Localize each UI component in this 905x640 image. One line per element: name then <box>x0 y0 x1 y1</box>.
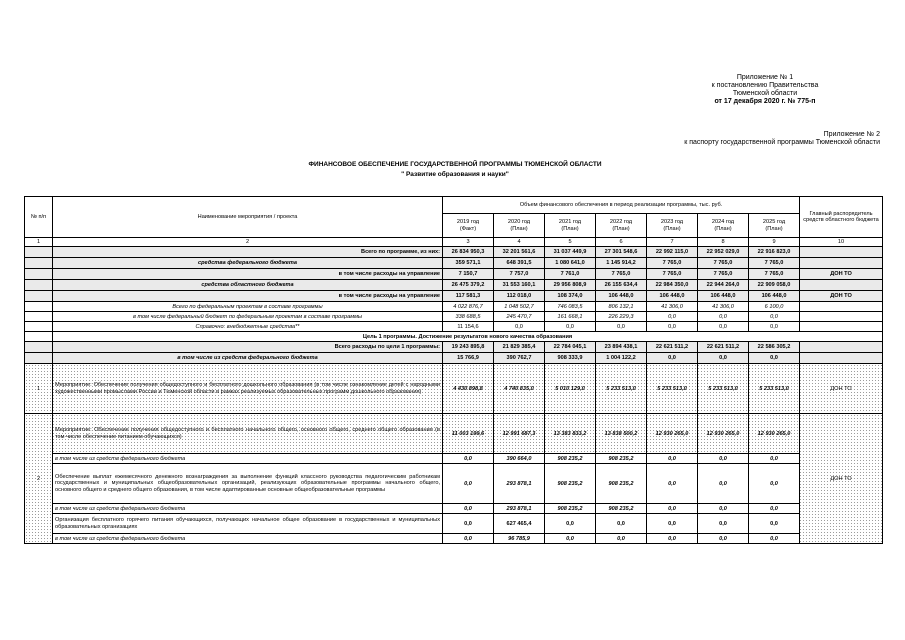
value-cell: 4 740 835,0 <box>494 364 545 414</box>
value-cell: 41 306,0 <box>698 302 749 312</box>
value-cell: 0,0 <box>647 464 698 504</box>
column-number-6: 6 <box>596 238 647 247</box>
value-cell: 117 581,3 <box>443 291 494 302</box>
year-kind: (План) <box>561 225 579 232</box>
value-cell: 0,0 <box>698 454 749 464</box>
table-row <box>25 342 883 353</box>
table-row <box>25 312 883 322</box>
row-manager <box>800 353 883 364</box>
value-cell: 7 765,0 <box>749 258 800 269</box>
value-cell: 5 010 129,0 <box>545 364 596 414</box>
value-cell: 6 100,0 <box>749 302 800 312</box>
value-cell: 0,0 <box>545 514 596 534</box>
value-cell: 22 909 058,0 <box>749 280 800 291</box>
value-cell: 5 233 513,0 <box>698 364 749 414</box>
column-number-2: 2 <box>53 238 443 247</box>
value-cell: 226 229,3 <box>596 312 647 322</box>
value-cell: 13 838 500,2 <box>596 414 647 454</box>
row-num <box>25 342 53 353</box>
value-cell: 21 829 385,4 <box>494 342 545 353</box>
row-label: средства областного бюджета <box>53 280 443 291</box>
value-cell: 0,0 <box>698 534 749 544</box>
appendix-1-label: Приложение № 1 <box>736 74 794 81</box>
year-kind: (Факт) <box>459 225 477 232</box>
column-number-8: 8 <box>698 238 749 247</box>
value-cell: 29 956 808,9 <box>545 280 596 291</box>
column-number-4: 4 <box>494 238 545 247</box>
value-cell: 5 233 513,0 <box>749 364 800 414</box>
value-cell: 293 878,1 <box>494 464 545 504</box>
column-number-1: 1 <box>25 238 53 247</box>
value-cell: 7 765,0 <box>698 258 749 269</box>
value-cell: 0,0 <box>647 514 698 534</box>
header-year-6 <box>698 214 749 238</box>
measure-text: Мероприятие: Обеспечение получения общедоступного и бесплатного дошкольного образования (в том числе ознакомление детей с народными художественными промыслами России и Тюменской области в рамках реализуемых образовательных программ дошкольного образования) <box>53 364 443 414</box>
value-cell: 1 145 914,2 <box>596 258 647 269</box>
value-cell: 908 235,2 <box>545 454 596 464</box>
table-row <box>25 322 883 332</box>
value-cell: 19 243 895,8 <box>443 342 494 353</box>
value-cell: 11 003 199,6 <box>443 414 494 454</box>
goal-title: Цель 1 программы. Достижение результатов нового качества образования <box>53 332 883 342</box>
value-cell: 359 571,1 <box>443 258 494 269</box>
value-cell: 112 018,0 <box>494 291 545 302</box>
row-num: 1 <box>25 364 53 414</box>
goal-row <box>25 332 883 342</box>
value-cell: 31 037 449,9 <box>545 247 596 258</box>
row-label: Справочно: внебюджетные средства** <box>53 322 443 332</box>
year-label: 2020 год <box>507 219 531 225</box>
value-cell: 0,0 <box>545 322 596 332</box>
year-label: 2024 год <box>711 219 735 225</box>
value-cell: 12 930 265,0 <box>698 414 749 454</box>
value-cell: 7 765,0 <box>647 269 698 280</box>
value-cell: 338 688,5 <box>443 312 494 322</box>
row-manager <box>800 280 883 291</box>
value-cell: 0,0 <box>596 534 647 544</box>
value-cell: 0,0 <box>749 353 800 364</box>
row-manager <box>800 322 883 332</box>
value-cell: 7 757,0 <box>494 269 545 280</box>
document-title: ФИНАНСОВОЕ ОБЕСПЕЧЕНИЕ ГОСУДАРСТВЕННОЙ ПРОГРАММЫ ТЮМЕНСКОЙ ОБЛАСТИ <box>308 161 602 168</box>
value-cell: 908 235,2 <box>596 464 647 504</box>
value-cell: 245 470,7 <box>494 312 545 322</box>
table-row-measure-1 <box>25 364 883 414</box>
value-cell: 12 930 265,0 <box>647 414 698 454</box>
row-manager: ДОН ТО <box>800 291 883 302</box>
value-cell: 0,0 <box>749 464 800 504</box>
row-manager <box>800 312 883 322</box>
value-cell: 390 762,7 <box>494 353 545 364</box>
column-number-3: 3 <box>443 238 494 247</box>
year-kind: (План) <box>714 225 732 232</box>
value-cell: 0,0 <box>749 514 800 534</box>
measure-text: в том числе из средств федерального бюджета <box>53 504 443 514</box>
value-cell: 4 430 898,8 <box>443 364 494 414</box>
column-number-10: 10 <box>800 238 883 247</box>
year-label: 2025 год <box>762 219 786 225</box>
value-cell: 627 465,4 <box>494 514 545 534</box>
value-cell: 22 784 045,1 <box>545 342 596 353</box>
value-cell: 23 894 438,1 <box>596 342 647 353</box>
appendix-2-label: Приложение № 2 <box>823 131 880 138</box>
value-cell: 12 991 687,3 <box>494 414 545 454</box>
header-year-3 <box>545 214 596 238</box>
row-label: в том числе федеральный бюджет по федеральным проектам в составе программы <box>53 312 443 322</box>
table-row <box>25 302 883 312</box>
row-num <box>25 302 53 312</box>
row-num: 2 <box>25 414 53 544</box>
value-cell: 13 383 833,2 <box>545 414 596 454</box>
value-cell: 7 765,0 <box>647 258 698 269</box>
table-row-measure-2 <box>25 534 883 544</box>
value-cell: 0,0 <box>698 322 749 332</box>
row-label: Всего расходы по цели 1 программы: <box>53 342 443 353</box>
value-cell: 15 766,9 <box>443 353 494 364</box>
table-row <box>25 247 883 258</box>
value-cell: 0,0 <box>698 312 749 322</box>
value-cell: 0,0 <box>443 504 494 514</box>
row-label: в том числе расходы на управление <box>53 269 443 280</box>
table-row-measure-2 <box>25 514 883 534</box>
value-cell: 0,0 <box>698 353 749 364</box>
row-num <box>25 258 53 269</box>
table-row <box>25 353 883 364</box>
table-row-measure-2 <box>25 464 883 504</box>
row-manager <box>800 342 883 353</box>
appendix-1-region: Тюменской области <box>732 90 798 97</box>
row-label: Всего по программе, из них: <box>53 247 443 258</box>
column-number-7: 7 <box>647 238 698 247</box>
measure-text: Организация бесплатного горячего питания обучающихся, получающих начальное общее образование в государственных и муниципальных образовательных организациях <box>53 514 443 534</box>
row-num <box>25 353 53 364</box>
value-cell: 106 448,0 <box>698 291 749 302</box>
row-num <box>25 247 53 258</box>
row-label: в том числе расходы на управление <box>53 291 443 302</box>
document-subtitle: " Развитие образования и науки" <box>401 171 509 178</box>
measure-text: в том числе из средств федерального бюджета <box>53 534 443 544</box>
value-cell: 0,0 <box>698 504 749 514</box>
column-number-9: 9 <box>749 238 800 247</box>
header-num: № п/п <box>25 197 53 238</box>
value-cell: 26 834 950,3 <box>443 247 494 258</box>
table-row <box>25 280 883 291</box>
value-cell: 22 984 350,0 <box>647 280 698 291</box>
value-cell: 1 080 641,0 <box>545 258 596 269</box>
value-cell: 0,0 <box>749 534 800 544</box>
value-cell: 106 448,0 <box>596 291 647 302</box>
table-row <box>25 269 883 280</box>
value-cell: 0,0 <box>698 514 749 534</box>
value-cell: 106 448,0 <box>749 291 800 302</box>
value-cell: 0,0 <box>443 464 494 504</box>
value-cell: 22 992 115,0 <box>647 247 698 258</box>
value-cell: 7 761,0 <box>545 269 596 280</box>
table-row <box>25 291 883 302</box>
header-year-5 <box>647 214 698 238</box>
row-num <box>25 322 53 332</box>
row-num <box>25 269 53 280</box>
year-label: 2021 год <box>558 219 582 225</box>
header-name: Наименование мероприятия / проекта <box>53 197 443 238</box>
value-cell: 12 930 265,0 <box>749 414 800 454</box>
value-cell: 4 022 876,7 <box>443 302 494 312</box>
value-cell: 26 475 379,2 <box>443 280 494 291</box>
year-kind: (План) <box>612 225 630 232</box>
value-cell: 22 586 305,2 <box>749 342 800 353</box>
header-volume: Объем финансового обеспечения в период реализации программы, тыс. руб. <box>443 197 800 214</box>
value-cell: 41 306,0 <box>647 302 698 312</box>
value-cell: 0,0 <box>596 322 647 332</box>
value-cell: 908 235,2 <box>596 454 647 464</box>
measure-text: Мероприятие: Обеспечение получения общедоступного и бесплатного начального общего, основного общего, среднего общего образования (в том числе обеспечение питанием обучающихся) <box>53 414 443 454</box>
value-cell: 108 374,0 <box>545 291 596 302</box>
value-cell: 22 952 029,0 <box>698 247 749 258</box>
value-cell: 7 765,0 <box>698 269 749 280</box>
measure-text: в том числе из средств федерального бюджета <box>53 454 443 464</box>
value-cell: 96 785,9 <box>494 534 545 544</box>
value-cell: 0,0 <box>494 322 545 332</box>
value-cell: 0,0 <box>749 504 800 514</box>
table-row <box>25 258 883 269</box>
header-year-7 <box>749 214 800 238</box>
row-num <box>25 280 53 291</box>
value-cell: 0,0 <box>698 464 749 504</box>
header-manager: Главный распорядитель средств областного бюджета <box>800 197 883 238</box>
row-num <box>25 291 53 302</box>
appendix-1-header <box>660 74 870 106</box>
financing-table <box>24 196 883 544</box>
value-cell: 5 233 513,0 <box>596 364 647 414</box>
value-cell: 161 668,1 <box>545 312 596 322</box>
value-cell: 0,0 <box>647 353 698 364</box>
value-cell: 908 235,2 <box>545 464 596 504</box>
value-cell: 1 048 502,7 <box>494 302 545 312</box>
table-row-measure-2 <box>25 454 883 464</box>
row-manager: ДОН ТО <box>800 364 883 414</box>
header-year-4 <box>596 214 647 238</box>
appendix-1-date: от 17 декабря 2020 г. № 775-п <box>714 98 816 105</box>
value-cell: 27 301 548,6 <box>596 247 647 258</box>
value-cell: 0,0 <box>443 534 494 544</box>
year-label: 2023 год <box>660 219 684 225</box>
row-num <box>25 332 53 342</box>
value-cell: 648 391,5 <box>494 258 545 269</box>
value-cell: 0,0 <box>545 534 596 544</box>
header-year-1 <box>443 214 494 238</box>
year-kind: (План) <box>510 225 528 232</box>
value-cell: 26 155 634,4 <box>596 280 647 291</box>
year-kind: (План) <box>765 225 783 232</box>
value-cell: 806 132,1 <box>596 302 647 312</box>
value-cell: 0,0 <box>443 454 494 464</box>
row-label: Всего по федеральным проектам в составе программы <box>53 302 443 312</box>
value-cell: 0,0 <box>443 514 494 534</box>
row-manager: ДОН ТО <box>800 269 883 280</box>
value-cell: 0,0 <box>647 504 698 514</box>
value-cell: 908 333,9 <box>545 353 596 364</box>
value-cell: 908 235,2 <box>596 504 647 514</box>
value-cell: 0,0 <box>749 322 800 332</box>
year-label: 2019 год <box>456 219 480 225</box>
value-cell: 0,0 <box>749 454 800 464</box>
value-cell: 908 235,2 <box>545 504 596 514</box>
value-cell: 0,0 <box>647 322 698 332</box>
value-cell: 390 664,0 <box>494 454 545 464</box>
value-cell: 0,0 <box>749 312 800 322</box>
value-cell: 31 553 160,1 <box>494 280 545 291</box>
value-cell: 746 083,5 <box>545 302 596 312</box>
row-num <box>25 312 53 322</box>
value-cell: 0,0 <box>647 534 698 544</box>
value-cell: 11 154,6 <box>443 322 494 332</box>
value-cell: 7 765,0 <box>749 269 800 280</box>
appendix-2-header <box>640 131 880 147</box>
year-label: 2022 год <box>609 219 633 225</box>
value-cell: 22 916 823,0 <box>749 247 800 258</box>
row-label: средства федерального бюджета <box>53 258 443 269</box>
value-cell: 32 201 561,6 <box>494 247 545 258</box>
value-cell: 5 233 513,0 <box>647 364 698 414</box>
value-cell: 7 765,0 <box>596 269 647 280</box>
row-manager <box>800 247 883 258</box>
row-label: в том числе из средств федерального бюджета <box>53 353 443 364</box>
value-cell: 0,0 <box>596 514 647 534</box>
column-number-5: 5 <box>545 238 596 247</box>
row-manager <box>800 258 883 269</box>
value-cell: 22 621 511,2 <box>698 342 749 353</box>
value-cell: 0,0 <box>647 312 698 322</box>
row-manager <box>800 302 883 312</box>
value-cell: 293 878,1 <box>494 504 545 514</box>
value-cell: 1 004 122,2 <box>596 353 647 364</box>
year-kind: (План) <box>663 225 681 232</box>
value-cell: 106 448,0 <box>647 291 698 302</box>
value-cell: 22 621 511,2 <box>647 342 698 353</box>
value-cell: 0,0 <box>647 454 698 464</box>
row-manager: ДОН ТО <box>800 414 883 544</box>
table-row-measure-2 <box>25 414 883 454</box>
value-cell: 7 150,7 <box>443 269 494 280</box>
measure-text: Обеспечение выплат ежемесячного денежного вознаграждения за выполнение функций классного руководства педагогическим работникам государственных и муниципальных общеобразовательных организаций, реализующих образовательные программы начального общего, основного общего и среднего общего образования, в том числе адаптированные основные общеобразовательные программы <box>53 464 443 504</box>
table-row-measure-2 <box>25 504 883 514</box>
value-cell: 22 944 264,0 <box>698 280 749 291</box>
appendix-1-ref: к постановлению Правительства <box>711 82 819 89</box>
appendix-2-ref: к паспорту государственной программы Тюменской области <box>684 139 880 146</box>
header-year-2 <box>494 214 545 238</box>
